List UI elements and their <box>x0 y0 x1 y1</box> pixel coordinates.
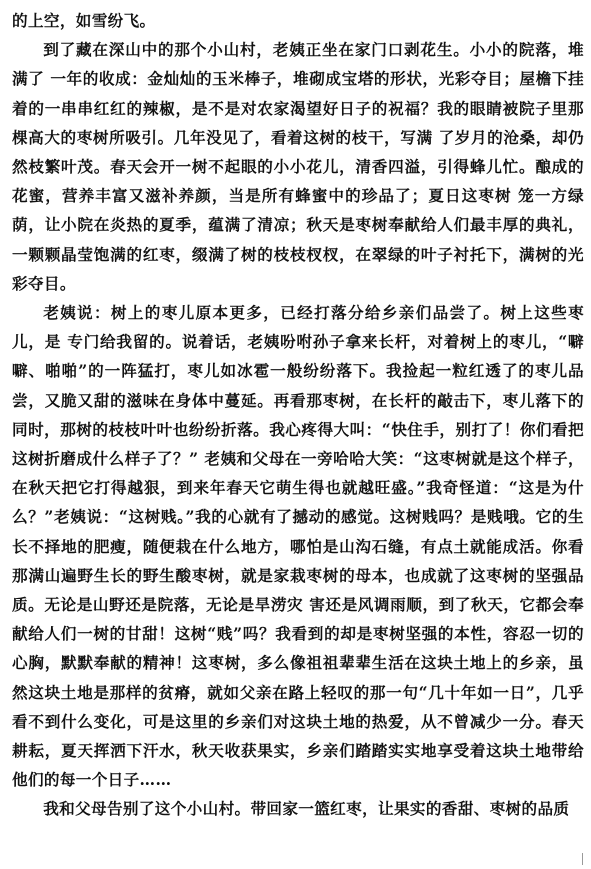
paragraph-opening-fragment: 的上空，如雪纷飞。 <box>12 11 156 30</box>
paragraph-village-jujube-tree: 到了藏在深山中的那个小山村，老姨正坐在家门口剥花生。小小的院落，堆满了 一年的收成：金灿灿的玉米棒子，堆砌成宝塔的形状，光彩夺目；屋檐下挂着的一串串红红的辣椒，是不是对农家渴望好日子的祝福？我的眼睛被院子里那棵高大的枣树所吸引。几年没见了，看着这树的枝干，写满 了岁月的沧桑，却仍然枝繁叶茂。春天会开一树不起眼的小小花儿，清香四溢，引得蜂儿忙。酿成的花蜜，营养丰富又滋补养颜，当是所有蜂蜜中的珍品了；夏日这枣树 笼一方绿荫，让小院在炎热的夏季，蕴满了清凉；秋天是枣树奉献给人们最丰厚的典礼，一颗颗晶莹饱满的红枣，缀满了树的枝枝杈杈，在翠绿的叶子衬托下，满树的光彩夺目。 <box>12 40 584 293</box>
paragraph-farewell: 我和父母告别了这个小山村。带回家一篮红枣，让果实的香甜、枣树的品质 <box>43 799 570 819</box>
paragraph-aunt-dialogue: 老姨说：树上的枣儿原本更多，已经打落分给乡亲们品尝了。树上这些枣儿，是 专门给我留的。说着话，老姨吩咐孙子拿来长杆，对着树上的枣儿，“噼噼、啪啪”的一阵猛打，枣儿如冰雹一般纷纷落下。我捡起一粒红透了的枣儿品尝，又脆又甜的滋味在身体中蔓延。再看那枣树，在长杆的敲击下，枣儿落下的同时，那树的枝枝叶叶也纷纷折落。我心疼得大叫：“快住手，别打了！你们看把这树折磨成什么样子了？” 老姨和父母在一旁哈哈大笑：“这枣树就是这个样子，在秋天把它打得越狠，到来年春天它萌生得也就越旺盛。”我奇怪道：“这是为什么？”老姨说：“这树贱。”我的心就有了撼动的感觉。这树贱吗？是贱哦。它的生长不择地的肥瘦，随便栽在什么地方，哪怕是山沟石缝，有点土就能成活。你看那满山遍野生长的野生酸枣树，就是家栽枣树的母本，也成就了这枣树的坚强品质。无论是山野还是院落，无论是旱涝灾 害还是风调雨顺，到了秋天，它都会奉献给人们一树的甘甜！这树“贱”吗？我看到的却是枣树坚强的本性，容忍一切的心胸，默默奉献的精神！这枣树，多么像祖祖辈辈生活在这块土地上的乡亲，虽然这块土地是那样的贫瘠，就如父亲在路上轻叹的那一句“几十年如一日”，几乎看不到什么变化，可是这里的乡亲们对这块土地的热爱，从不曾减少一分。春天耕耘，夏天挥洒下汗水，秋天收获果实，乡亲们踏踏实实地享受着这块土地带给他们的每一个日子…… <box>12 303 584 790</box>
document-body <box>12 6 584 824</box>
page-corner-mark <box>582 853 583 865</box>
